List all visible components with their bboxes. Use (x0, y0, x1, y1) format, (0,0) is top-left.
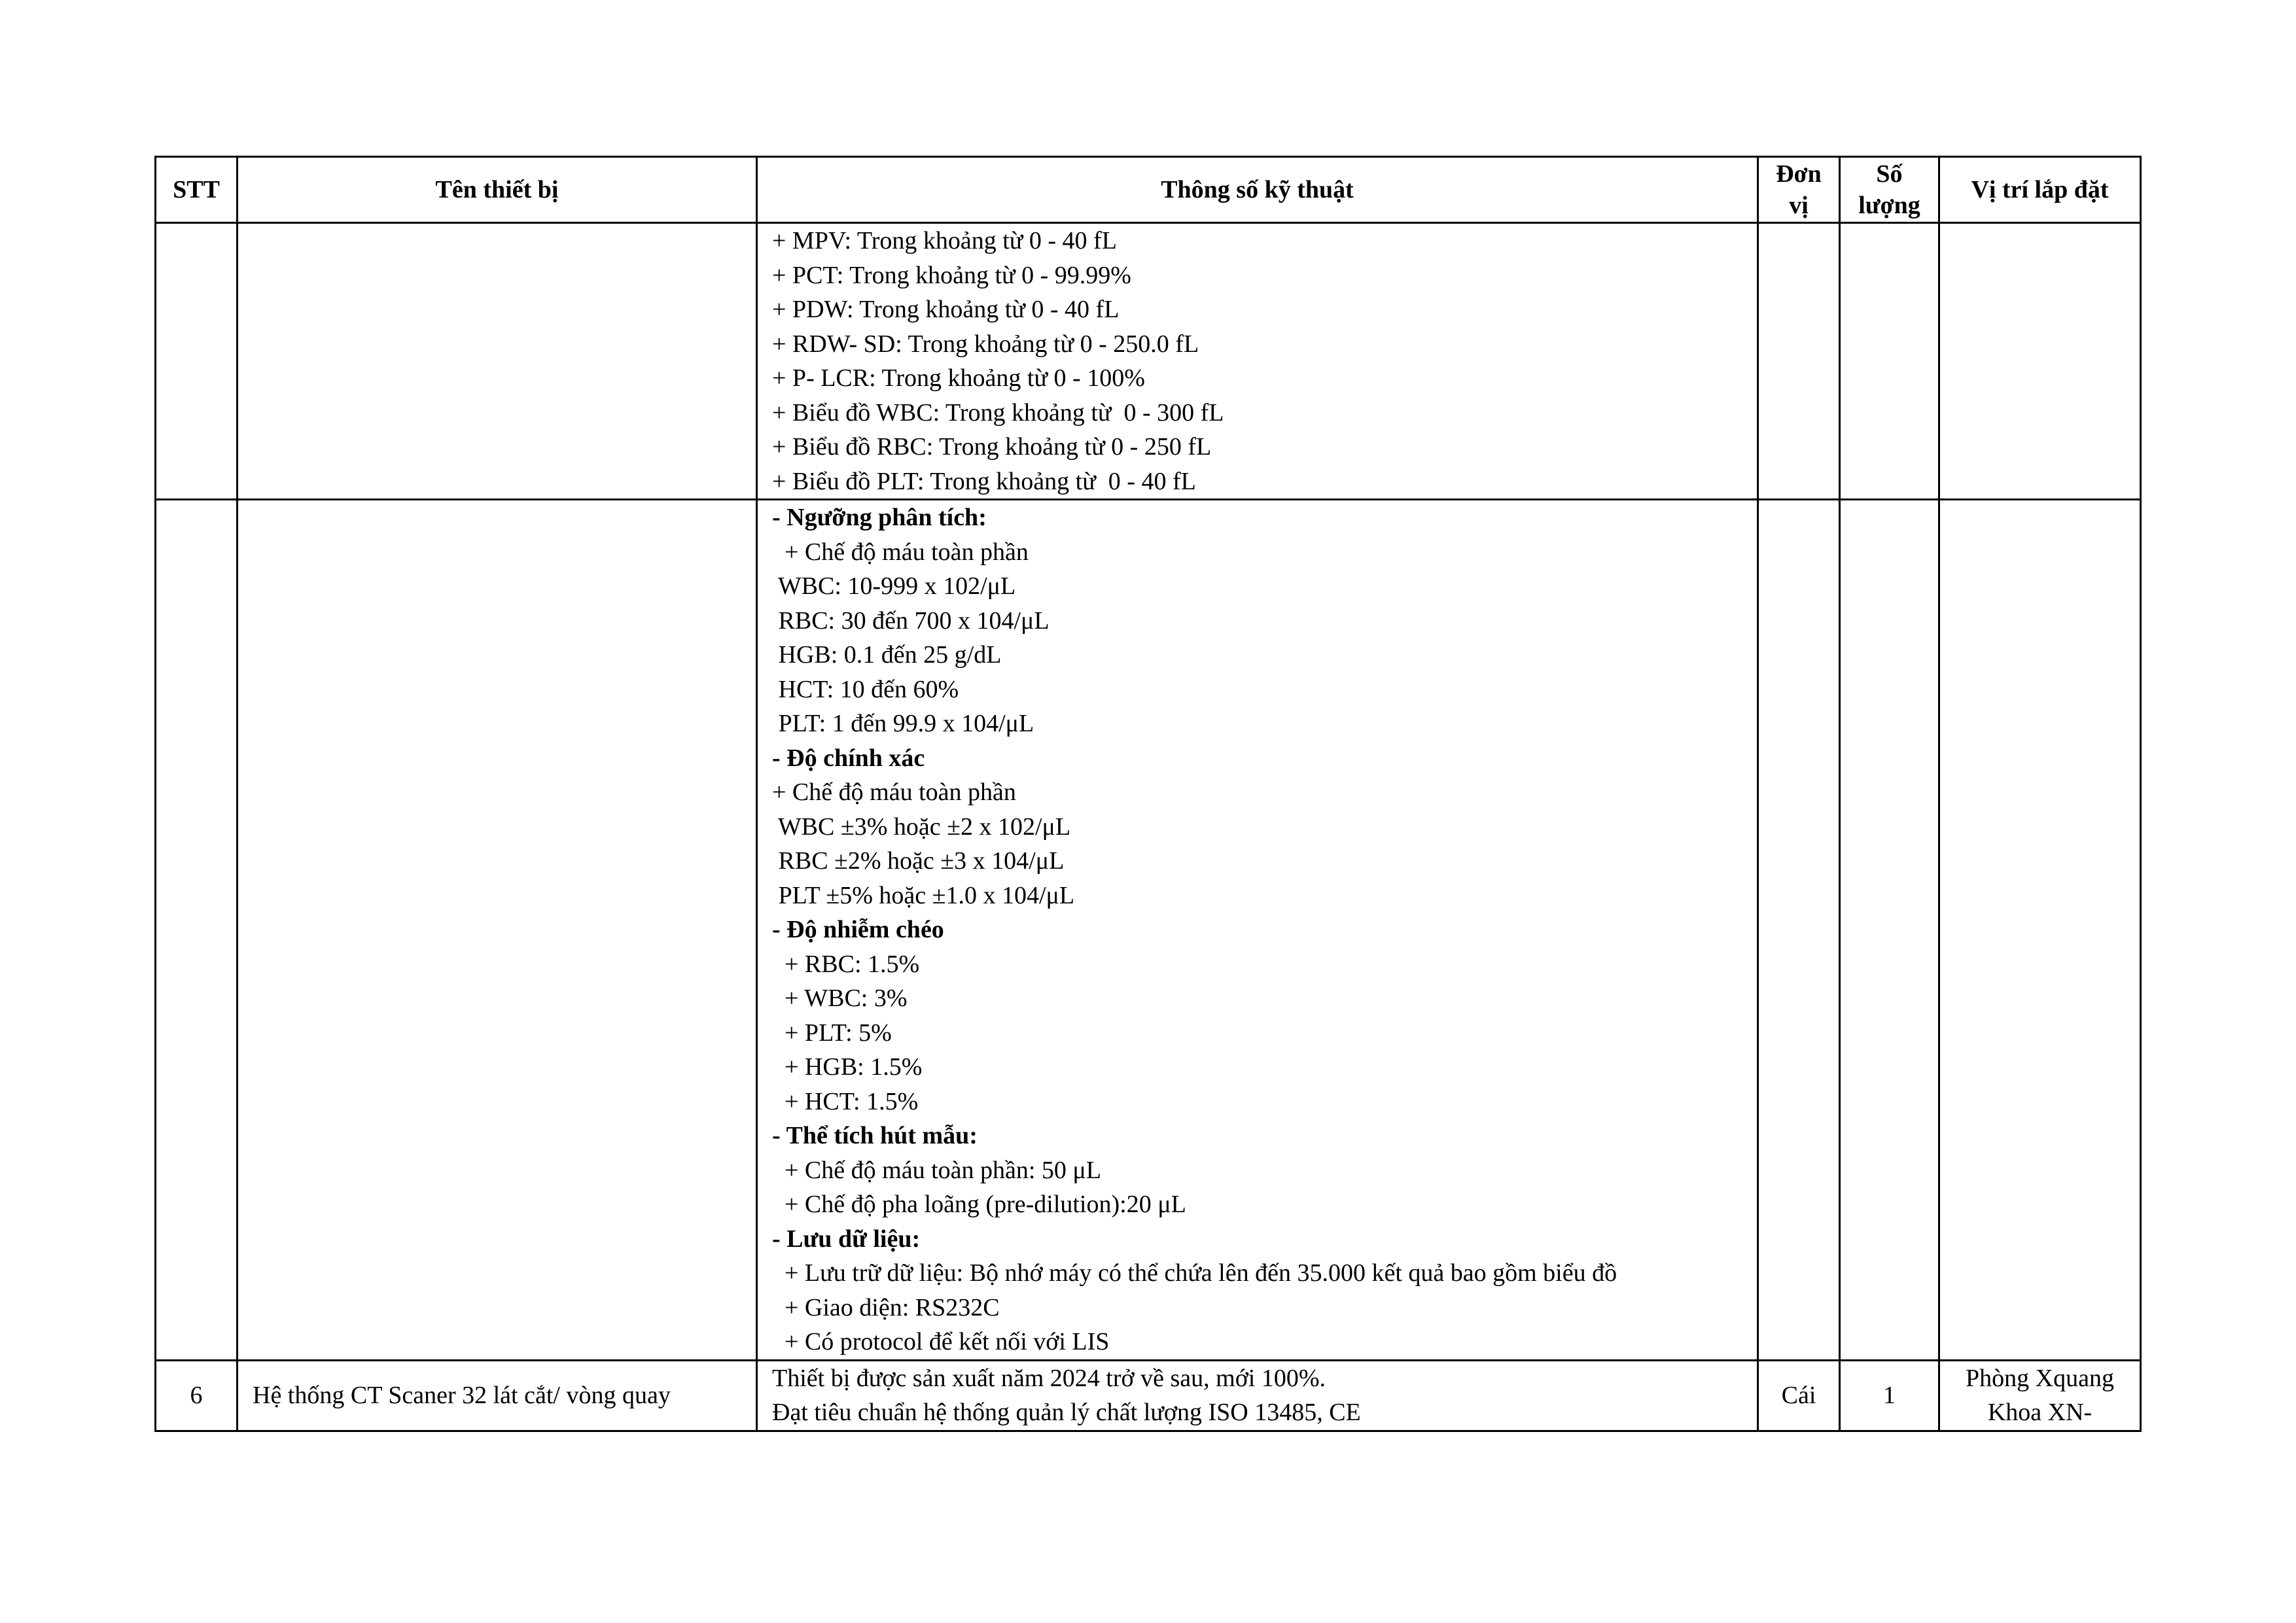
spec-line: + P- LCR: Trong khoảng từ 0 - 100% (772, 364, 1145, 392)
spec-line: + WBC: 3% (772, 985, 908, 1012)
spec-line: + HCT: 1.5% (772, 1087, 919, 1115)
table-row (156, 223, 2141, 500)
header-stt: STT (156, 157, 238, 223)
spec-line: + Giao diện: RS232C (772, 1293, 1000, 1321)
spec-line: RBC ±2% hoặc ±3 x 104/μL (772, 847, 1065, 875)
spec-line: + Có protocol để kết nối với LIS (772, 1328, 1110, 1355)
spec-line: + Biểu đồ PLT: Trong khoảng từ 0 - 40 fL (772, 467, 1196, 495)
row2-location-cell (1939, 500, 2141, 1361)
spec-line: HCT: 10 đến 60% (772, 675, 959, 703)
header-row (156, 157, 2141, 223)
spec-line: + Chế độ máu toàn phần (772, 778, 1016, 806)
spec-line: - Độ nhiễm chéo (772, 916, 944, 943)
spec-line: + Chế độ máu toàn phần: 50 μL (772, 1156, 1101, 1184)
spec-line: - Lưu dữ liệu: (772, 1225, 921, 1253)
header-location: Vị trí lắp đặt (1939, 157, 2141, 223)
row2-spec-cell (757, 500, 1758, 1361)
spec-line: + MPV: Trong khoảng từ 0 - 40 fL (772, 227, 1117, 254)
header-qty-line1: Số (1876, 160, 1903, 188)
spec-line: - Ngưỡng phân tích: (772, 504, 987, 531)
spec-line: + Lưu trữ dữ liệu: Bộ nhớ máy có thể chứa lên đến 35.000 kết quả bao gồm biểu đồ (772, 1259, 1617, 1287)
row2-qty-cell (1840, 500, 1939, 1361)
header-unit-line2: vị (1789, 192, 1809, 219)
row3-qty-cell: 1 (1840, 1360, 1939, 1431)
header-qty (1840, 157, 1939, 223)
spec-line: Thiết bị được sản xuất năm 2024 trở về sau, mới 100%. (772, 1364, 1326, 1392)
row3-location-line1: Phòng Xquang (1966, 1364, 2114, 1392)
table-row (156, 1360, 2141, 1431)
header-unit (1758, 157, 1840, 223)
row3-name-cell: Hệ thống CT Scaner 32 lát cắt/ vòng quay (238, 1360, 757, 1431)
row1-name-cell (238, 223, 757, 500)
spec-line: + PCT: Trong khoảng từ 0 - 99.99% (772, 261, 1131, 289)
header-unit-line1: Đơn (1776, 160, 1822, 188)
header-spec: Thông số kỹ thuật (757, 157, 1758, 223)
row3-spec-lines (772, 1361, 1757, 1430)
row2-unit-cell (1758, 500, 1840, 1361)
row1-spec-cell (757, 223, 1758, 500)
spec-line: + Biểu đồ RBC: Trong khoảng từ 0 - 250 fL (772, 433, 1212, 461)
spec-line: - Độ chính xác (772, 744, 925, 772)
header-qty-line2: lượng (1858, 192, 1920, 219)
row1-qty-cell (1840, 223, 1939, 500)
spec-line: PLT: 1 đến 99.9 x 104/μL (772, 710, 1034, 737)
table-row (156, 500, 2141, 1361)
row3-location-line2: Khoa XN- (1987, 1399, 2093, 1426)
row2-name-cell (238, 500, 757, 1361)
row3-stt-cell: 6 (156, 1360, 238, 1431)
spec-line: + PDW: Trong khoảng từ 0 - 40 fL (772, 296, 1120, 323)
spec-line: WBC ±3% hoặc ±2 x 102/μL (772, 812, 1071, 841)
equipment-spec-table (154, 156, 2142, 1432)
spec-line: PLT ±5% hoặc ±1.0 x 104/μL (772, 881, 1075, 909)
spec-line: + Biểu đồ WBC: Trong khoảng từ 0 - 300 fL (772, 398, 1224, 427)
spec-line: + Chế độ pha loãng (pre-dilution):20 μL (772, 1191, 1186, 1218)
row3-location-cell (1939, 1360, 2141, 1431)
spec-line: WBC: 10-999 x 102/μL (772, 572, 1016, 600)
spec-line: + RDW- SD: Trong khoảng từ 0 - 250.0 fL (772, 330, 1199, 358)
row1-unit-cell (1758, 223, 1840, 500)
spec-line: Đạt tiêu chuẩn hệ thống quản lý chất lượng ISO 13485, CE (772, 1399, 1361, 1426)
spec-line: HGB: 0.1 đến 25 g/dL (772, 641, 1002, 669)
row1-location-cell (1939, 223, 2141, 500)
row1-spec-lines (772, 224, 1757, 498)
spec-line: + Chế độ máu toàn phần (772, 538, 1029, 566)
row2-stt-cell (156, 500, 238, 1361)
spec-line: RBC: 30 đến 700 x 104/μL (772, 606, 1050, 635)
spec-line: - Thể tích hút mẫu: (772, 1122, 978, 1149)
spec-line: + PLT: 5% (772, 1019, 892, 1047)
row1-stt-cell (156, 223, 238, 500)
row3-spec-cell (757, 1360, 1758, 1431)
header-name: Tên thiết bị (238, 157, 757, 223)
row3-unit-cell: Cái (1758, 1360, 1840, 1431)
spec-line: + RBC: 1.5% (772, 950, 920, 978)
row2-spec-lines (772, 500, 1757, 1359)
spec-line: + HGB: 1.5% (772, 1053, 923, 1081)
